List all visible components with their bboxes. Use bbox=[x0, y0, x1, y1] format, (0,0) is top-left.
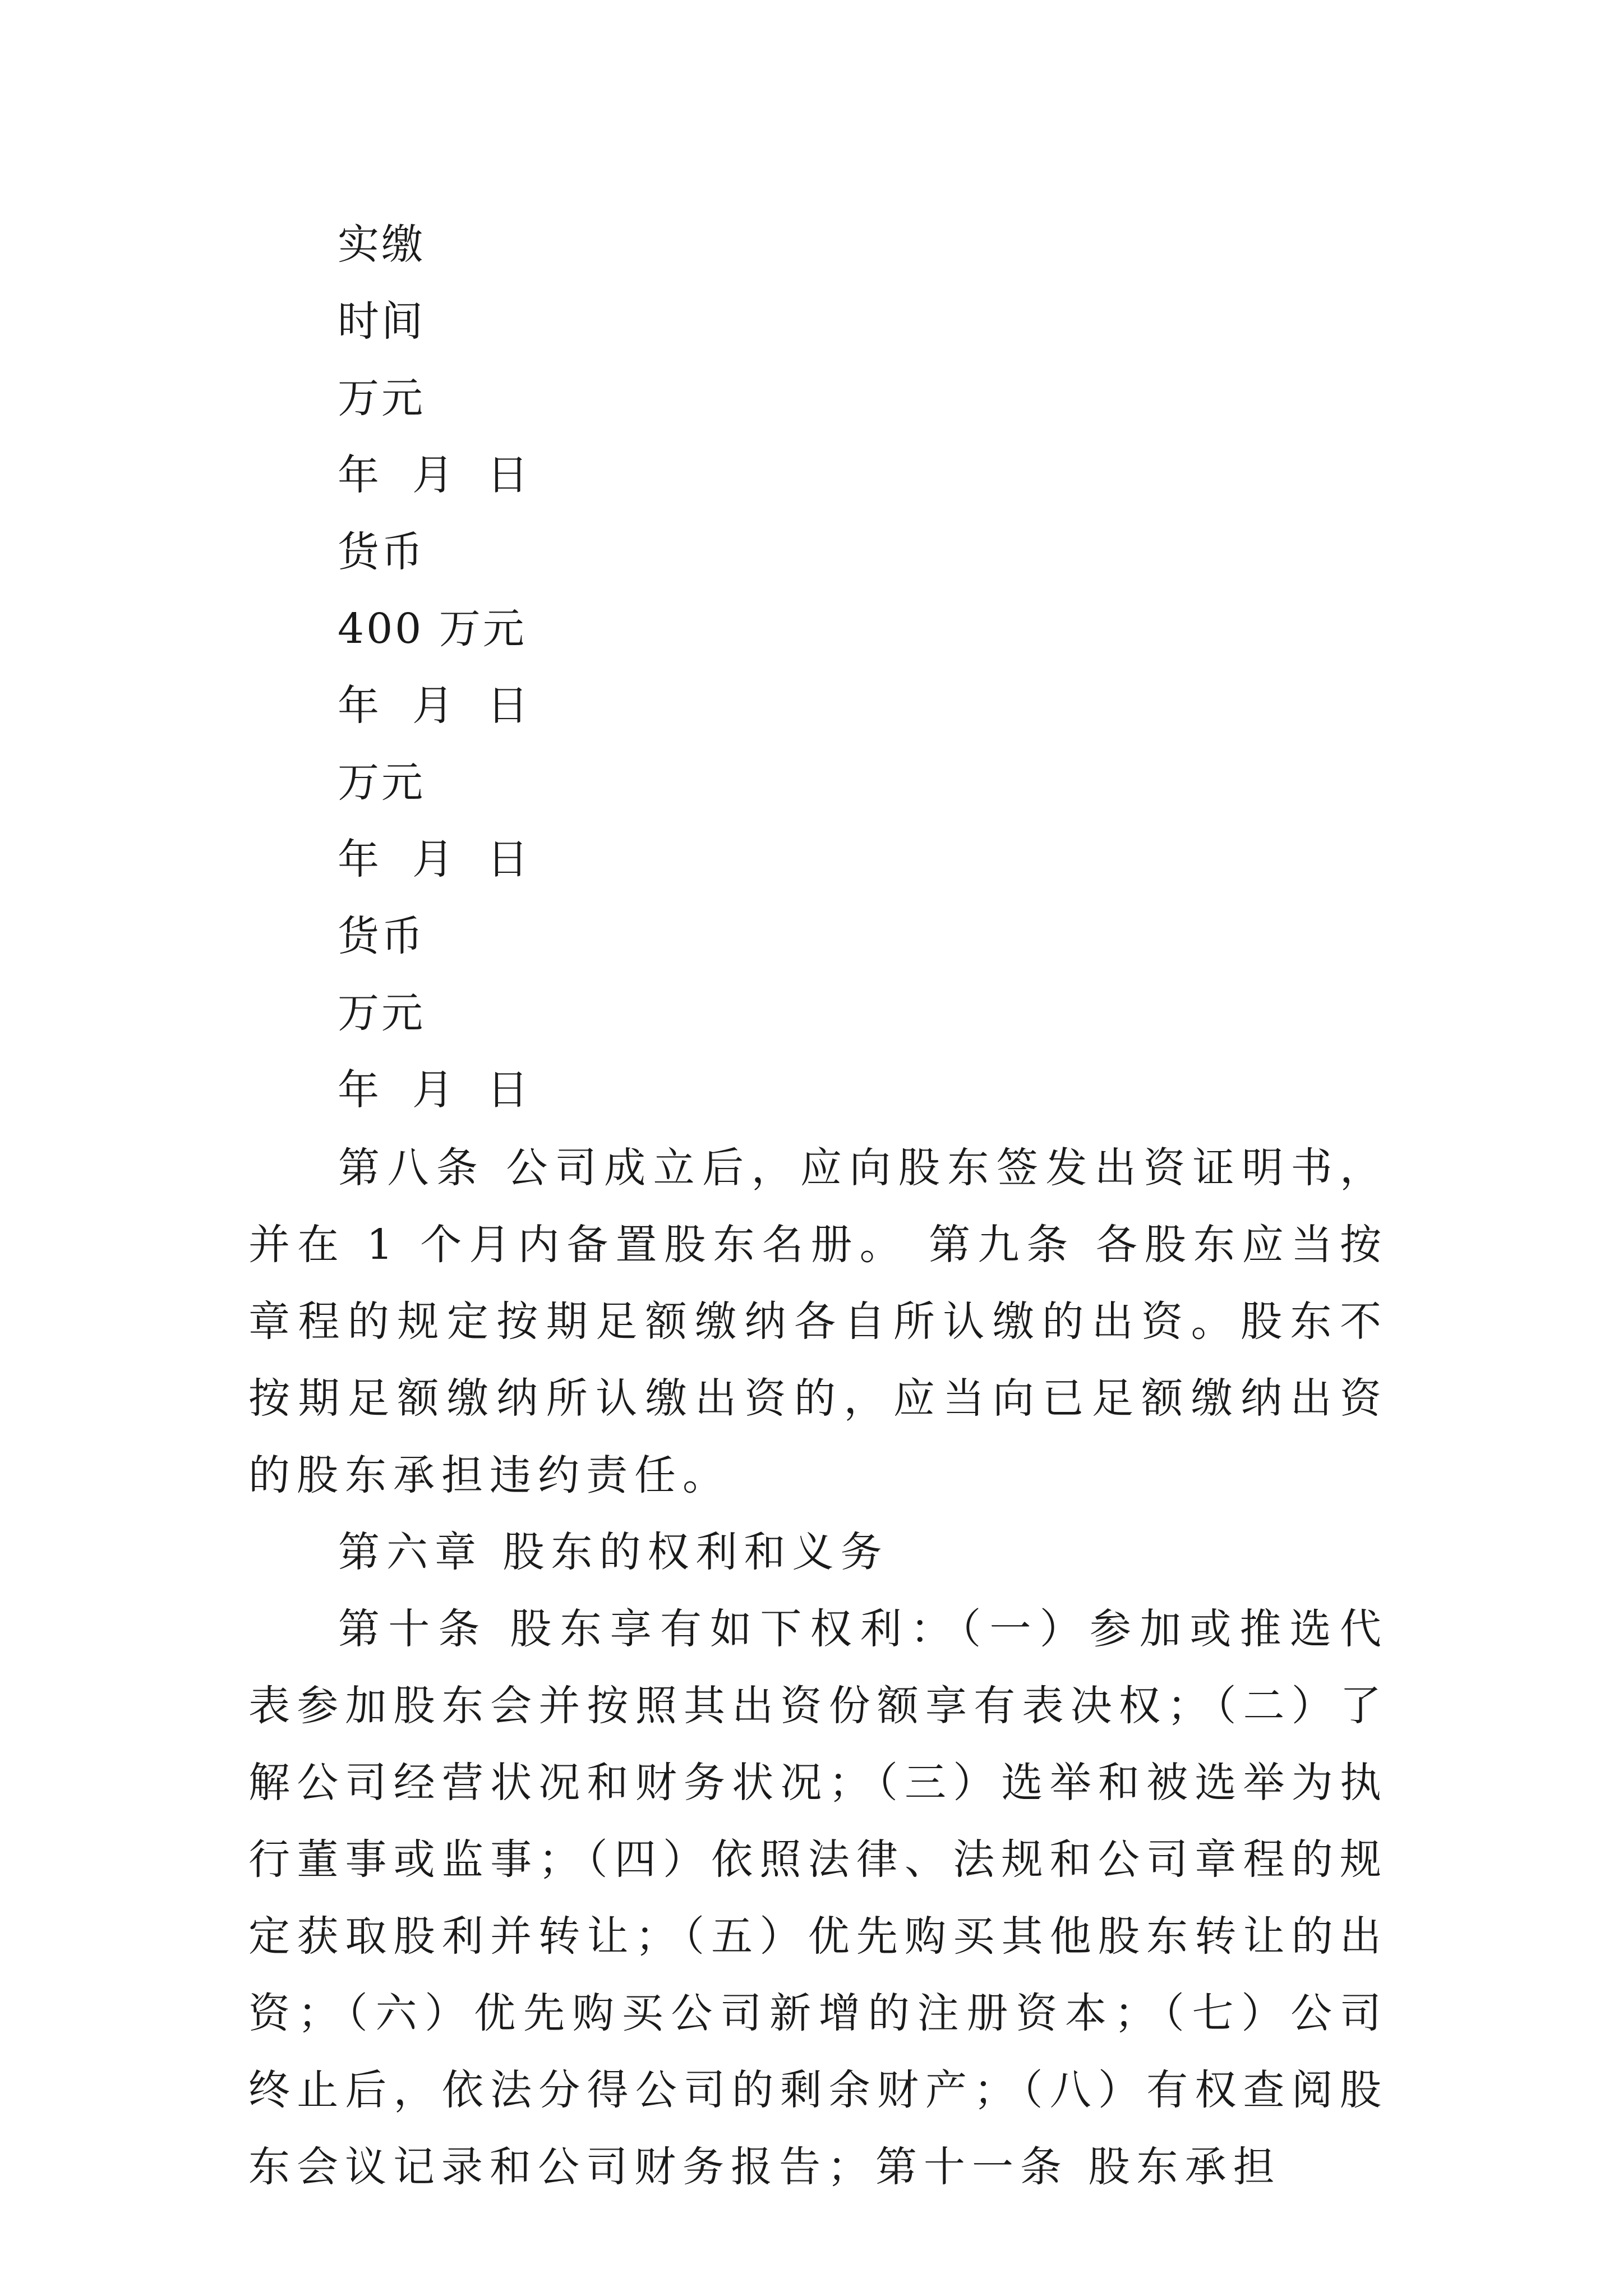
text-line: 年 月 日 bbox=[338, 682, 531, 730]
article-10-paragraph: 第十条 股东享有如下权利：（一）参加或推选代表参加股东会并按照其出资份额享有表决权；（二）了解公司经营状况和财务状况；（三）选举和被选举为执行董事或监事；（四）依照法律、法规和公司章程的规定获取股利并转让；（五）优先购买其他股东转让的出资；（六）优先购买公司新增的注册资本；（七）公司终止后，依法分得公司的剩余财产；（八）有权查阅股东会议记录和公司财务报告；第十一条 股东承担 bbox=[248, 1605, 1388, 2191]
body-text bbox=[248, 1130, 1388, 2206]
text-line: 万元 bbox=[338, 989, 425, 1037]
article-8-9-paragraph: 第八条 公司成立后，应向股东签发出资证明书，并在 1 个月内备置股东名册。 第九条 各股东应当按章程的规定按期足额缴纳各自所认缴的出资。股东不按期足额缴纳所认缴出资的，应当向已足额缴纳出资的股东承担违约责任。 bbox=[248, 1144, 1388, 1499]
chapter-6-heading: 第六章 股东的权利和义务 bbox=[338, 1528, 889, 1576]
text-line: 时间 bbox=[338, 297, 425, 346]
text-line: 万元 bbox=[338, 758, 425, 807]
text-line: 年 月 日 bbox=[338, 835, 531, 884]
text-line: 万元 bbox=[338, 374, 425, 422]
contribution-table-fragments bbox=[338, 206, 1235, 1129]
text-line: 年 月 日 bbox=[338, 1066, 531, 1114]
text-line: 年 月 日 bbox=[338, 451, 531, 499]
text-line: 400 万元 bbox=[338, 605, 527, 653]
text-line: 货币 bbox=[338, 912, 425, 960]
text-line: 实缴 bbox=[338, 220, 425, 269]
text-line: 货币 bbox=[338, 528, 425, 576]
